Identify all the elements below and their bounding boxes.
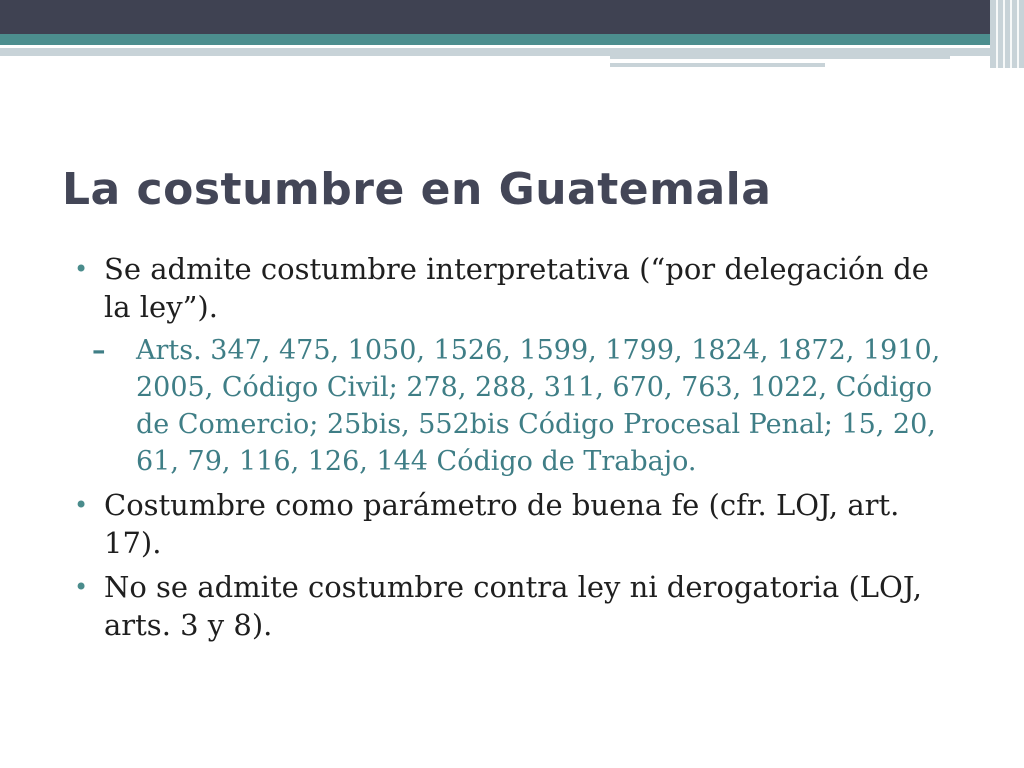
banner-vertical-line bbox=[1017, 0, 1019, 68]
bullet-marker: • bbox=[74, 573, 89, 601]
bullet-text: No se admite costumbre contra ley ni derogatoria (LOJ, arts. 3 y 8). bbox=[104, 570, 922, 642]
top-banner-right-lines bbox=[990, 0, 1024, 68]
sub-bullet-text: Arts. 347, 475, 1050, 1526, 1599, 1799, 1824, 1872, 1910, 2005, Código Civil; 278, 288, 311, 670, 763, 1022, Código de Comercio; 25bis, 552bis Código Procesal Penal; 15, 20, 61, 79, 116, 126, 144 Código de Trabajo. bbox=[136, 335, 941, 477]
top-banner-dark-bar bbox=[0, 0, 1024, 34]
bullet-marker: • bbox=[74, 255, 89, 283]
bullet-item bbox=[74, 486, 964, 562]
bullet-text: Costumbre como parámetro de buena fe (cfr. LOJ, art. 17). bbox=[104, 488, 900, 560]
slide-body bbox=[74, 250, 974, 650]
banner-vertical-line bbox=[996, 0, 998, 68]
banner-vertical-line bbox=[1010, 0, 1012, 68]
bullet-item bbox=[74, 250, 964, 326]
top-banner-step-cutout bbox=[0, 56, 610, 68]
top-banner-thin-line-2 bbox=[610, 63, 825, 67]
bullet-text: Se admite costumbre interpretativa (“por delegación de la ley”). bbox=[104, 252, 929, 324]
bullet-marker: • bbox=[74, 491, 89, 519]
sub-bullet-marker: – bbox=[92, 335, 106, 366]
banner-vertical-line bbox=[1003, 0, 1005, 68]
bullet-item bbox=[74, 568, 964, 644]
sub-bullet-item bbox=[74, 332, 956, 480]
top-banner-thin-line-1 bbox=[610, 56, 950, 59]
top-banner-light-stripe bbox=[0, 48, 1024, 56]
slide-title: La costumbre en Guatemala bbox=[62, 164, 772, 215]
top-banner-teal-stripe bbox=[0, 34, 1024, 45]
